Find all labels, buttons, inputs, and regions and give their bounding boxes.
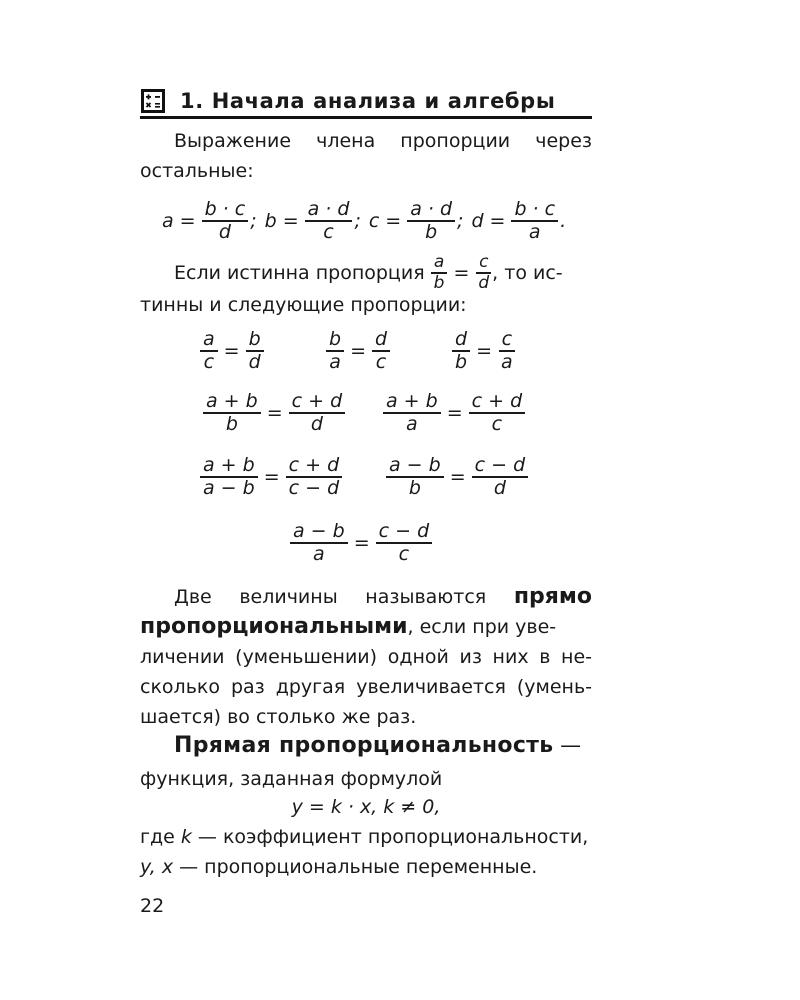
denominator: d — [248, 351, 261, 373]
equals-sign: = — [449, 466, 466, 488]
numerator: d — [452, 330, 470, 352]
right-fraction — [289, 392, 346, 434]
fraction-a-b: $\frac{a}{b}$ — [431, 254, 448, 292]
denominator: b — [408, 477, 421, 499]
expression-lhs: d — [471, 210, 484, 232]
term-proportional: пропорциональными — [140, 614, 408, 639]
expression-lhs: a — [162, 210, 174, 232]
expression-a — [162, 200, 265, 242]
intro-line-2: остальные: — [140, 160, 254, 182]
separator: ; — [457, 210, 464, 232]
proportion-4-1 — [290, 522, 432, 564]
left-fraction — [203, 392, 261, 434]
numerator: c + d — [289, 392, 346, 414]
denominator: d — [493, 477, 506, 499]
if-true-prefix: Если истинна пропорция — [174, 262, 425, 284]
definition-term: Прямая пропорциональность — [174, 733, 554, 758]
right-fraction — [498, 330, 516, 372]
proportion-3-2 — [386, 456, 528, 498]
definition-line-5: y, x — пропорциональные переменные. — [140, 856, 538, 878]
equals-sign: = — [353, 532, 370, 554]
if-true-paragraph — [140, 252, 592, 320]
equals-sign: = — [350, 340, 366, 362]
section-title: 1. Начала анализа и алгебры — [180, 89, 556, 113]
denominator: c — [203, 351, 215, 373]
right-fraction — [372, 330, 390, 372]
left-fraction — [290, 522, 348, 564]
numerator: a + b — [383, 392, 441, 414]
expression-fraction — [407, 200, 455, 242]
denominator: a — [500, 351, 513, 373]
expression-b — [265, 200, 369, 242]
section-header — [140, 86, 592, 119]
denominator: a — [406, 413, 418, 435]
expression-fraction — [511, 200, 558, 242]
expression-d — [471, 200, 574, 242]
left-fraction — [383, 392, 441, 434]
numerator: a − b — [386, 456, 444, 478]
denominator: d — [310, 413, 323, 435]
right-fraction — [376, 522, 433, 564]
expression-fraction — [202, 200, 249, 242]
separator: ; — [354, 210, 361, 232]
numerator: b — [326, 330, 344, 352]
equals-sign: = — [179, 210, 196, 232]
proportion-1-2 — [326, 330, 390, 372]
proportion-2-2 — [383, 392, 525, 434]
intro-line-1: Выражение члена пропорции через — [174, 130, 592, 152]
denominator: d — [218, 221, 231, 243]
numerator: c — [499, 330, 515, 352]
numerator: a + b — [200, 456, 258, 478]
direct-line-2: пропорциональными, если при уве- — [140, 614, 557, 639]
equals-sign: = — [476, 340, 492, 362]
left-fraction — [200, 456, 258, 498]
equals-sign: = — [385, 210, 402, 232]
left-fraction — [326, 330, 344, 372]
numerator: c + d — [286, 456, 343, 478]
direct-line-4: сколько раз другая увеличивается (умень- — [140, 676, 592, 698]
numerator: b · c — [202, 200, 249, 222]
equals-sign: = — [263, 466, 280, 488]
numerator: a — [200, 330, 218, 352]
numerator: c − d — [472, 456, 529, 478]
numerator: a − b — [290, 522, 348, 544]
equals-sign: = — [446, 402, 463, 424]
denominator: a — [329, 351, 341, 373]
equals-sign: = — [489, 210, 506, 232]
direct-line-3: личении (уменьшении) одной из них в не- — [140, 646, 592, 668]
intro-paragraph — [140, 126, 592, 186]
page-number: 22 — [140, 895, 165, 917]
numerator: c − d — [376, 522, 433, 544]
denominator: a − b — [203, 477, 255, 499]
direct-line-1: Две величины называются прямо — [174, 584, 592, 609]
definition-tail — [140, 822, 592, 882]
denominator: b — [425, 221, 438, 243]
denominator: c — [375, 351, 387, 373]
fraction-c-d: $\frac{c}{d}$ — [475, 254, 492, 292]
definition-line-1: Прямая пропорциональность — — [174, 733, 582, 758]
denominator: b — [225, 413, 238, 435]
equals-sign: = — [223, 340, 240, 362]
definition-line-2: функция, заданная формулой — [140, 768, 443, 790]
left-fraction — [386, 456, 444, 498]
separator: . — [560, 210, 567, 232]
if-true-line-1: Если истинна пропорция $\frac{a}{b}$ = $\frac{c}{d}$ , то ис- — [174, 252, 563, 293]
right-fraction — [286, 456, 343, 498]
numerator: a · d — [407, 200, 455, 222]
left-fraction — [200, 330, 218, 372]
definition-line-4: где k — коэффициент пропорциональности, — [140, 826, 589, 848]
expression-fraction — [305, 200, 353, 242]
numerator: c + d — [469, 392, 526, 414]
direct-paragraph — [140, 582, 592, 732]
numerator: a + b — [203, 392, 261, 414]
term-pryamo: прямо — [513, 584, 592, 609]
if-true-suffix: , то ис- — [492, 262, 563, 284]
numerator: a · d — [305, 200, 353, 222]
definition-paragraph — [140, 730, 592, 794]
member-expressions — [162, 200, 574, 242]
denominator: c — [491, 413, 503, 435]
expression-lhs: c — [368, 210, 380, 232]
numerator: b — [246, 330, 264, 352]
separator: ; — [250, 210, 257, 232]
denominator: a — [313, 543, 325, 565]
proportion-3-1 — [200, 456, 342, 498]
calculator-icon — [140, 88, 166, 114]
denominator: b — [455, 351, 468, 373]
denominator: c — [398, 543, 410, 565]
equals-sign: = — [282, 210, 299, 232]
definition-formula: y = k · x, k ≠ 0, — [291, 796, 441, 818]
expression-lhs: b — [264, 210, 277, 232]
direct-line-5: шается) во столько же раз. — [140, 706, 417, 728]
numerator: d — [372, 330, 390, 352]
expression-c — [369, 200, 472, 242]
right-fraction — [469, 392, 526, 434]
proportion-1-1 — [200, 330, 264, 372]
numerator: b · c — [511, 200, 558, 222]
right-fraction — [472, 456, 529, 498]
denominator: a — [528, 221, 541, 243]
denominator: c — [323, 221, 334, 243]
proportion-2-1 — [203, 392, 345, 434]
right-fraction — [246, 330, 264, 372]
left-fraction — [452, 330, 470, 372]
equals-sign: = — [266, 402, 283, 424]
if-true-line-2: тинны и следующие пропорции: — [140, 294, 467, 316]
denominator: c − d — [288, 477, 340, 499]
proportion-1-3 — [452, 330, 516, 372]
